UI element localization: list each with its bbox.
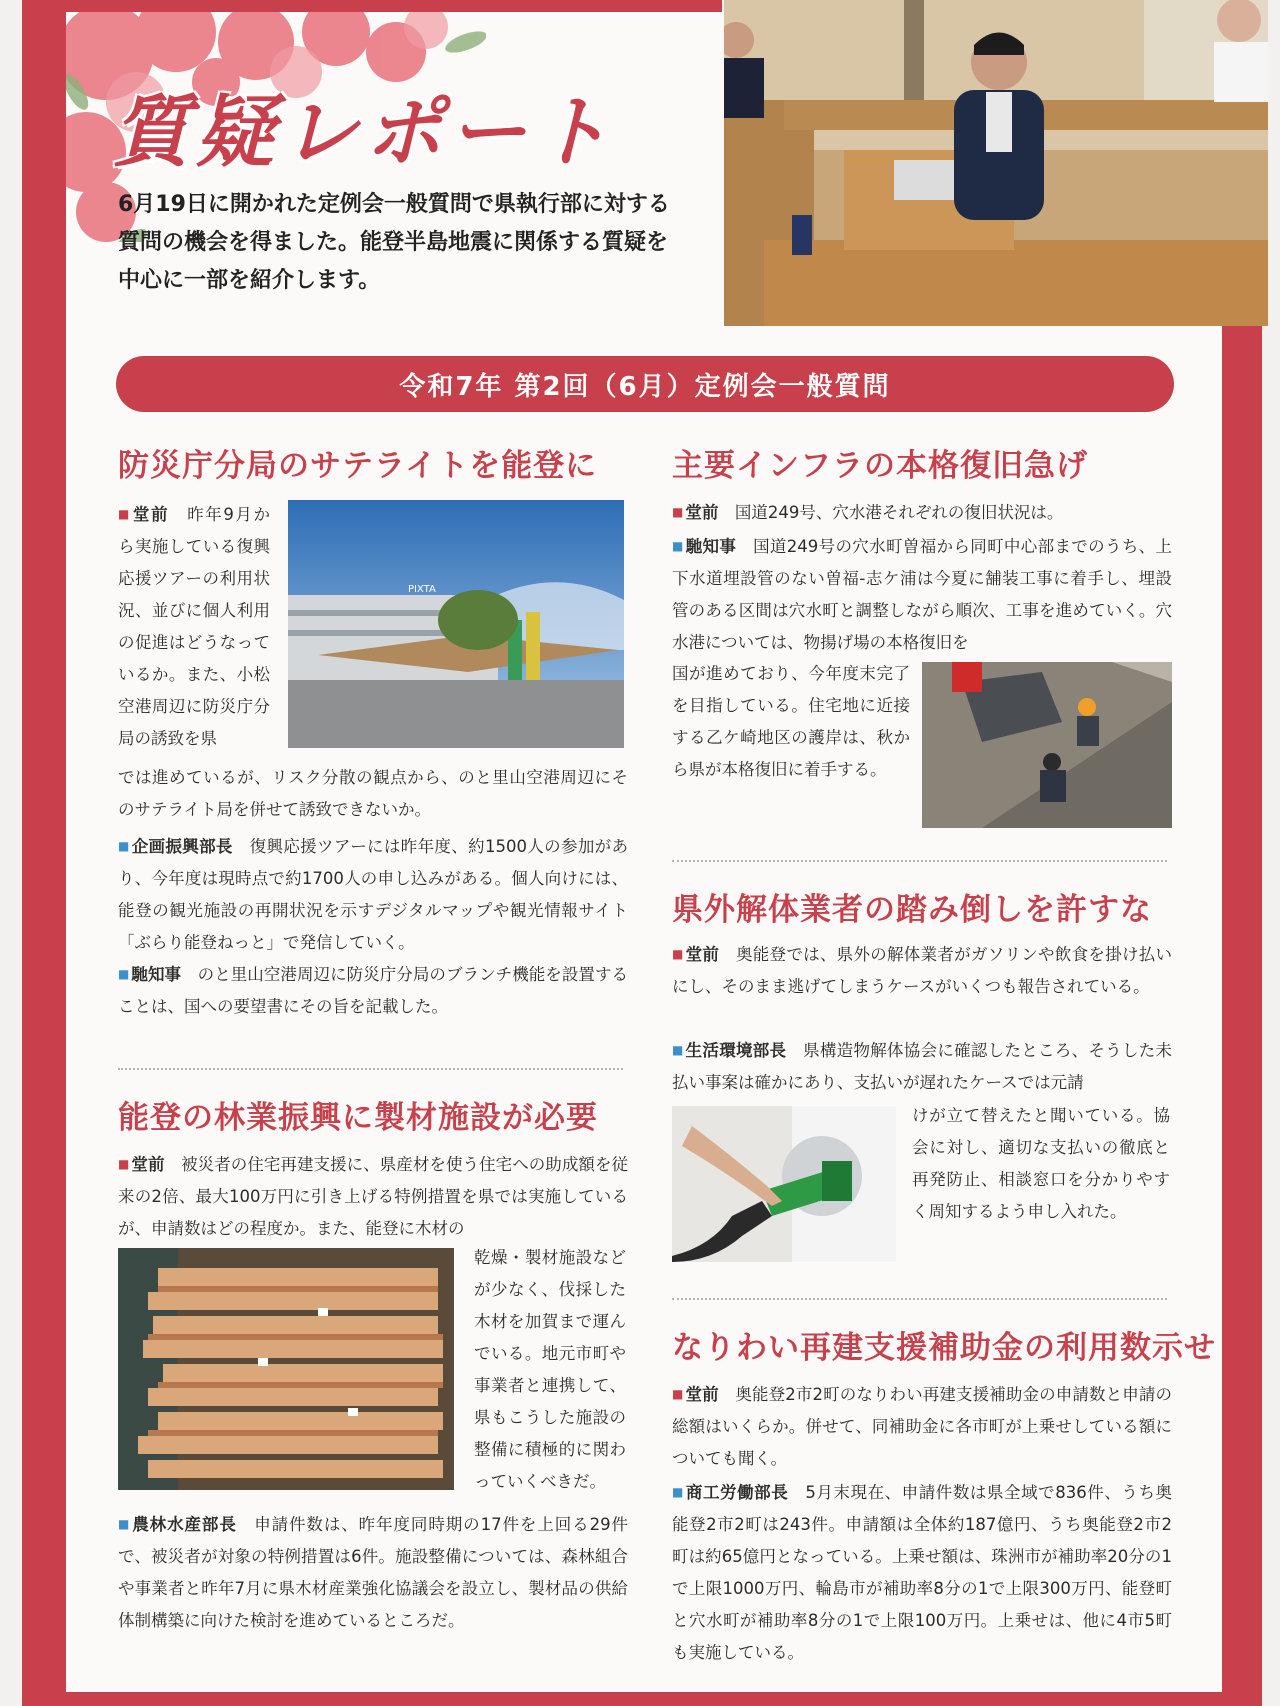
question-marker-icon: ■ xyxy=(118,1157,130,1171)
s3-answer-part1: 国道249号の穴水町曽福から同町中心部までのうち、上下水道埋設管のない曽福-志ケ浦は今夏に舗装工事に着手し、埋設管のある区間は穴水町と調整しながら順次、工事を進めていく。穴水港については、物揚げ場の本格復旧を xyxy=(672,537,1173,652)
red-border-left xyxy=(22,0,66,1706)
red-border-bottom xyxy=(22,1692,1262,1706)
section-heading-infra: 主要インフラの本格復旧急げ xyxy=(672,448,1088,484)
gas-pump-photo xyxy=(672,1106,896,1262)
s5-question: ■ 堂前 奥能登2市2町のなりわい再建支援補助金の申請数と申請の総額はいくらか。併せて、同補助金に各市町が上乗せしている額についても聞く。 xyxy=(672,1385,1173,1468)
red-border-right xyxy=(1222,320,1262,1706)
s4-answer-wrap: けが立て替えたと聞いている。協会に対し、適切な支払いの徹底と再発防止、相談窓口を分かりやすく周知するよう申し入れた。 xyxy=(912,1106,1170,1221)
s2-question-top: ■ 堂前 被災者の住宅再建支援に、県産材を使う住宅への助成額を従来の2倍、最大100万円に引き上げる特例措置を県では実施しているが、申請数はどの程度か。また、能登に木材の xyxy=(118,1155,629,1238)
s1-question-part1: 昨年9月から実施している復興応援ツアーの利用状況、並びに個人利用の促進はどうなっているか。また、小松空港周辺に防災庁分局の誘致を県 xyxy=(118,505,271,748)
lumber-photo xyxy=(118,1248,454,1490)
section-divider xyxy=(118,1068,623,1070)
answer-marker-icon: ■ xyxy=(118,967,130,981)
red-border-top xyxy=(22,0,722,12)
s3-question: ■ 堂前 国道249号、穴水港それぞれの復旧状況は。 xyxy=(672,503,1064,522)
section-divider xyxy=(672,1298,1167,1300)
answer-marker-icon: ■ xyxy=(672,539,684,553)
watermark-pixta: PIXTA xyxy=(408,584,436,595)
s1-question-cont: では進めているが、リスク分散の観点から、のと里山空港周辺にそのサテライト局を併せて誘致できないか。 xyxy=(118,768,628,819)
s2-answer: ■ 農林水産部長 申請件数は、昨年度同時期の17件を上回る29件で、被災者が対象の特例措置は6件。施設整備については、森林組合や事業者と昨年7月に県木材産業強化協議会を設立し、製材品の供給体制構築に向けた検討を進めているところだ。 xyxy=(118,1515,629,1630)
answer-marker-icon: ■ xyxy=(118,839,130,853)
question-marker-icon: ■ xyxy=(672,947,684,961)
section-heading-bosai: 防災庁分局のサテライトを能登に xyxy=(118,448,598,484)
road-repair-photo xyxy=(922,662,1172,828)
section-heading-kaitai: 県外解体業者の踏み倒しを許すな xyxy=(672,892,1152,928)
session-banner: 令和7年 第2回（6月）定例会一般質問 xyxy=(116,356,1174,412)
section-divider xyxy=(672,860,1167,862)
s2-question-part1: 被災者の住宅再建支援に、県産材を使う住宅への助成額を従来の2倍、最大100万円に引き上げる特例措置を県では実施しているが、申請数はどの程度か。また、能登に木材の xyxy=(118,1155,629,1238)
answer-marker-icon: ■ xyxy=(672,1043,684,1057)
s4-answer-part1: 県構造物解体協会に確認したところ、そうした未払い事案は確かにあり、支払いが遅れたケースでは元請 xyxy=(672,1041,1172,1092)
intro-text: 6月19日に開かれた定例会一般質問で県執行部に対する質問の機会を得ました。能登半島地震に関係する質疑を中心に一部を紹介します。 xyxy=(118,192,670,293)
s3-answer-wrap: 国が進めており、今年度末完了を目指している。住宅地に近接する乙ケ崎地区の護岸は、秋から県が本格復旧に着手する。 xyxy=(672,664,910,779)
s5-answer: ■ 商工労働部長 5月末現在、申請件数は県全域で836件、うち奥能登2市2町は243件。申請額は全体約187億円、うち奥能登2市2町は約65億円となっている。上乗せ額は、珠洲市が補助率20分の1で上限1000万円、輪島市が補助率8分の1で上限300万円、能登町と穴水町が補助率8分の1で上限100万円。上乗せは、他に4市5町も実施している。 xyxy=(672,1483,1173,1662)
question-marker-icon: ■ xyxy=(118,507,131,521)
s2-question-wrap: 乾燥・製材施設などが少なく、伐採した木材を加賀まで運んでいる。地元市町や事業者と連携して、県もこうした施設の整備に積極的に関わっていくべきだ。 xyxy=(474,1248,626,1491)
answer-marker-icon: ■ xyxy=(118,1517,131,1531)
section-heading-nariwai: なりわい再建支援補助金の利用数示せ xyxy=(672,1330,1216,1366)
s1-question: ■ 堂前 昨年9月から実施している復興応援ツアーの利用状況、並びに個人利用の促進はどうなっているか。また、小松空港周辺に防災庁分局の誘致を県 xyxy=(118,505,271,748)
s4-answer-top: ■ 生活環境部長 県構造物解体協会に確認したところ、そうした未払い事案は確かにあり、支払いが遅れたケースでは元請 xyxy=(672,1041,1172,1092)
s1-answer-1: ■ 企画振興部長 復興応援ツアーには昨年度、約1500人の参加があり、今年度は現時点で約1700人の申し込みがある。個人向けには、能登の観光施設の再開状況を示すデジタルマップや観光情報サイト「ぶらり能登ねっと」で発信していく。 xyxy=(118,837,629,952)
page-title: 質疑レポート xyxy=(112,87,617,178)
assembly-photo xyxy=(724,0,1268,326)
s1-answer-2: ■ 馳知事 のと里山空港周辺に防災庁分局のブランチ機能を設置することは、国への要望書にその旨を記載した。 xyxy=(118,965,629,1016)
section-heading-ringyo: 能登の林業振興に製材施設が必要 xyxy=(118,1100,598,1136)
question-marker-icon: ■ xyxy=(672,1387,684,1401)
question-marker-icon: ■ xyxy=(672,505,684,519)
airport-building-photo xyxy=(288,500,624,748)
s3-answer-top: ■ 馳知事 国道249号の穴水町曽福から同町中心部までのうち、上下水道埋設管のない曽福-志ケ浦は今夏に舗装工事に着手し、埋設管のある区間は穴水町と調整しながら順次、工事を進めていく。穴水港については、物揚げ場の本格復旧を xyxy=(672,537,1173,652)
s4-question: ■ 堂前 奥能登では、県外の解体業者がガソリンや飲食を掛け払いにし、そのまま逃げてしまうケースがいくつも報告されている。 xyxy=(672,945,1172,996)
answer-marker-icon: ■ xyxy=(672,1485,684,1499)
